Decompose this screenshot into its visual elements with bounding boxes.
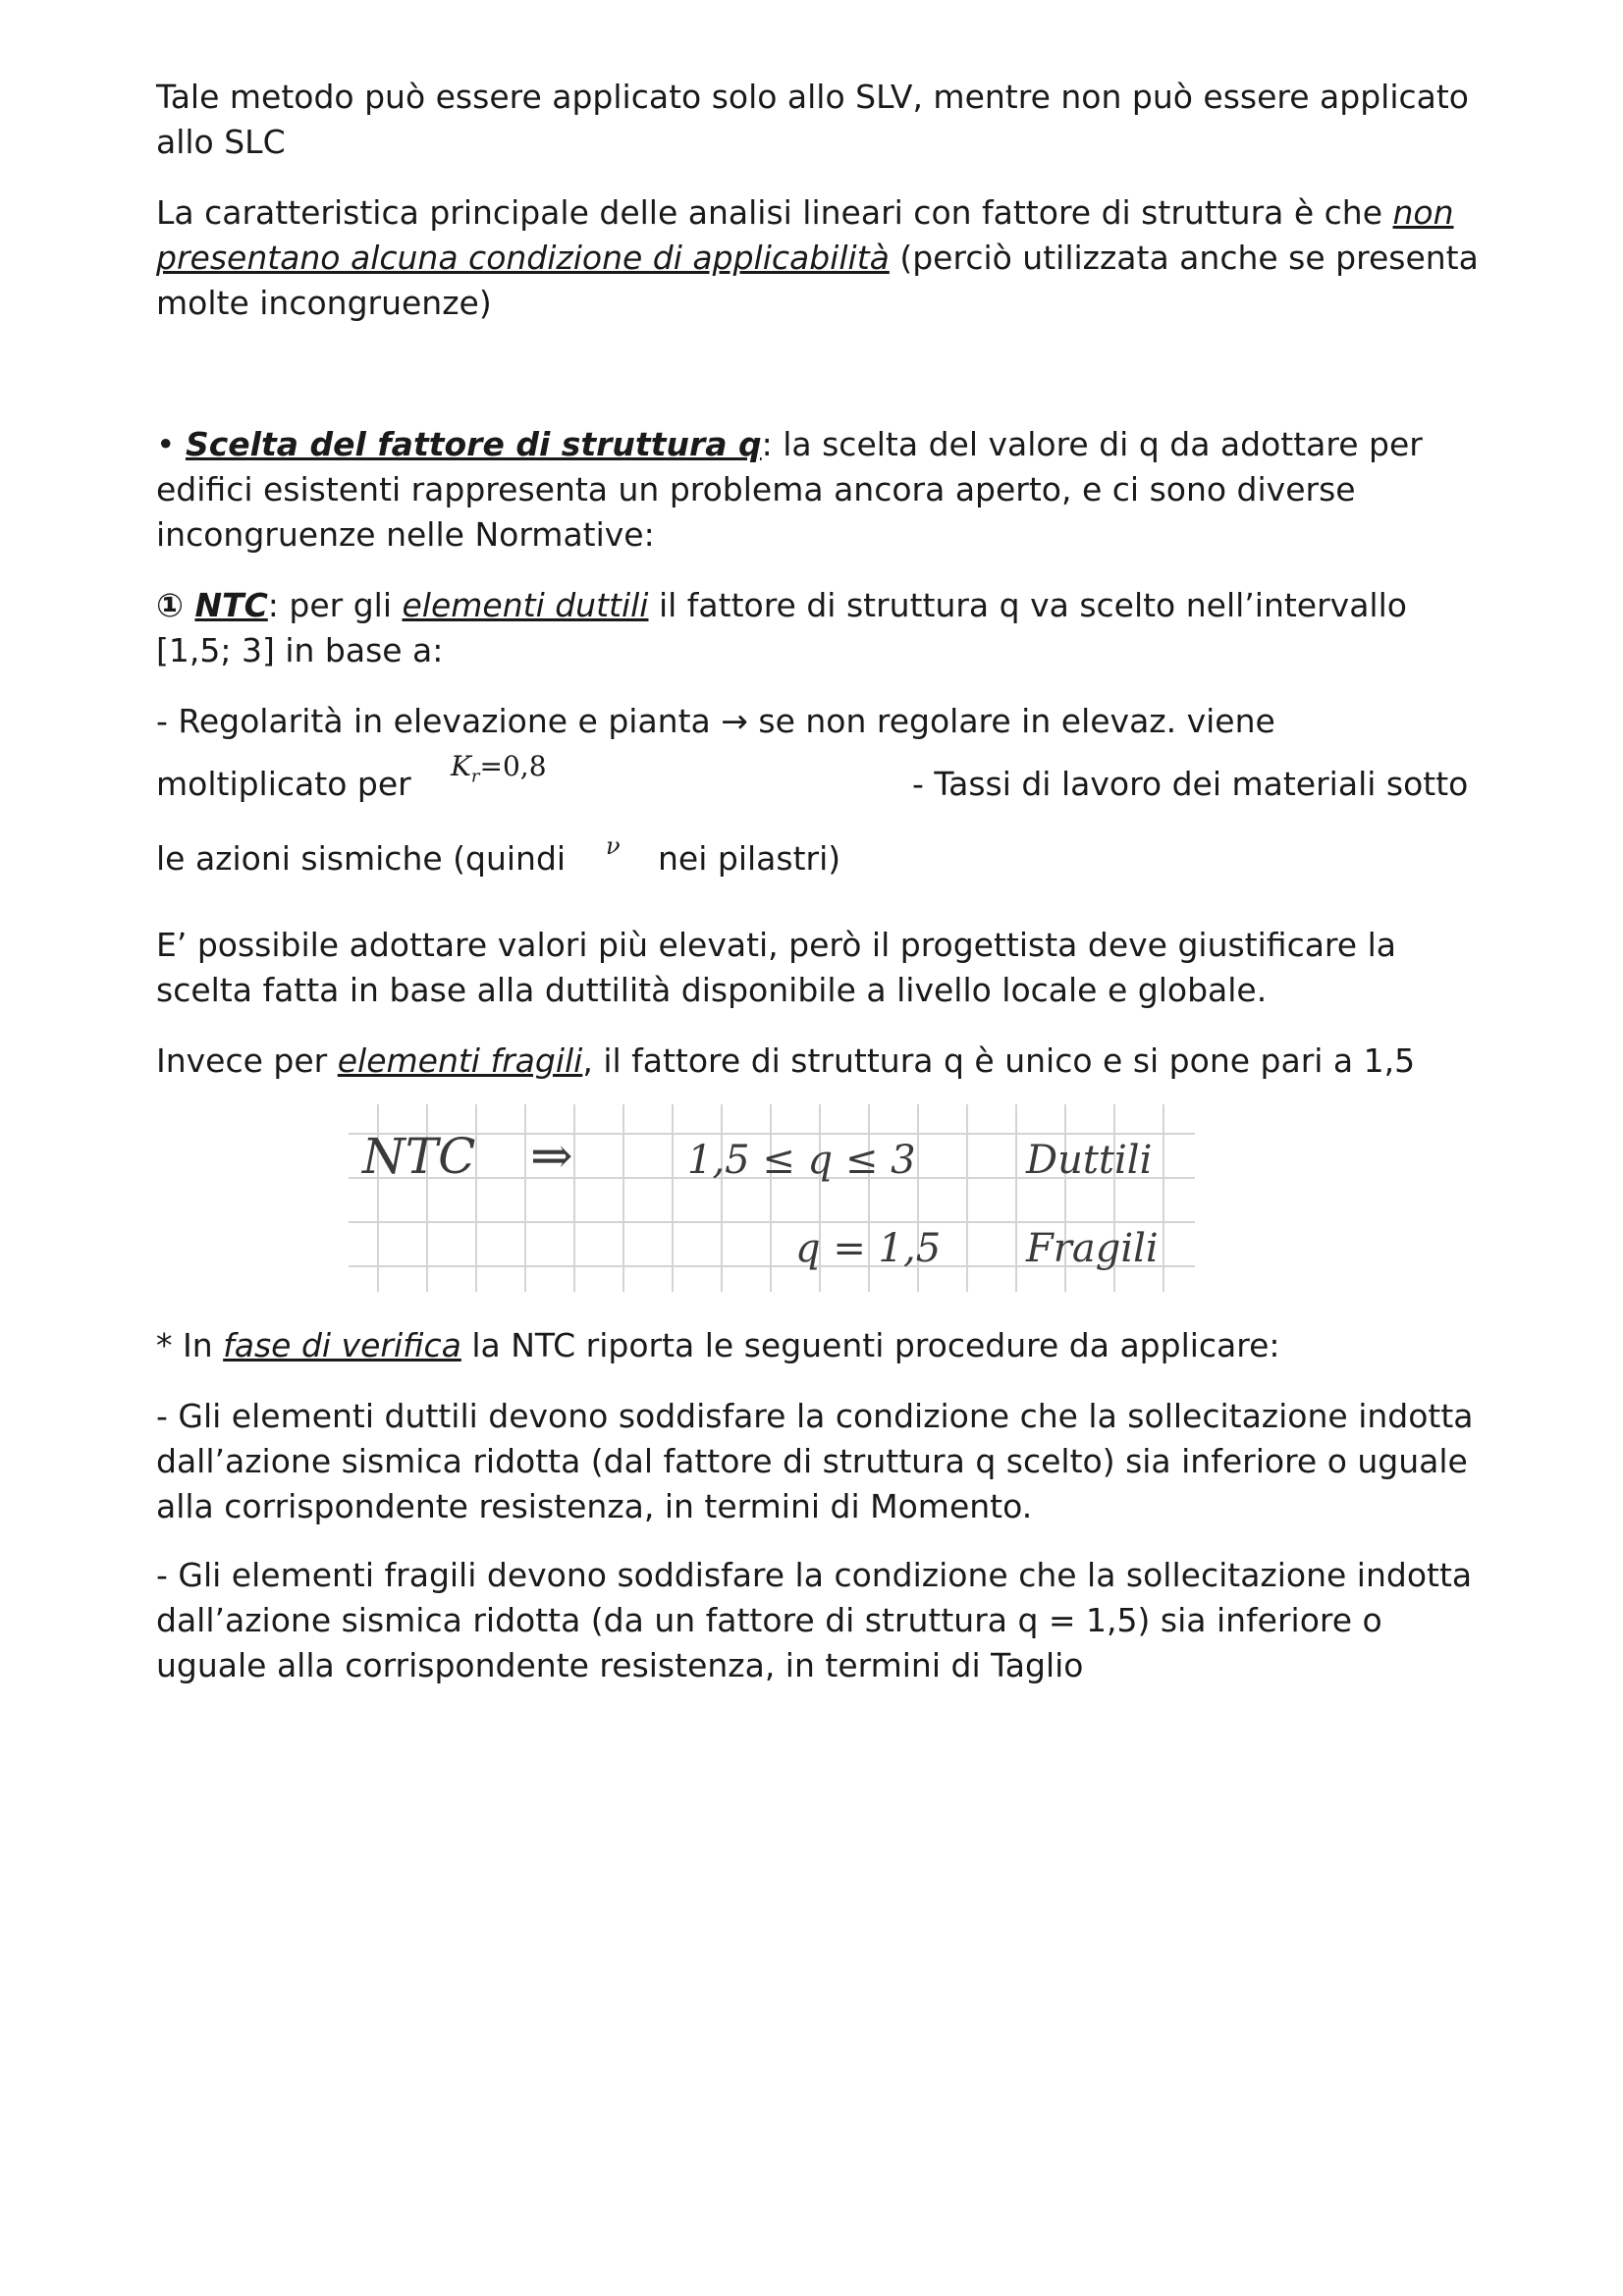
ntc-emphasis: elementi duttili bbox=[402, 586, 649, 624]
characteristic-emphasis: non presentano alcuna condizione di applicabilità bbox=[156, 193, 1454, 277]
fragili-text-b: , il fattore di struttura q è unico e si pone pari a 1,5 bbox=[582, 1041, 1416, 1080]
paragraph-ntc bbox=[156, 583, 1491, 673]
hw-fragili: Fragili bbox=[1026, 1226, 1159, 1271]
verifica-text-b: la NTC riporta le seguenti procedure da applicare: bbox=[460, 1326, 1280, 1364]
fragili-text-a: Invece per bbox=[156, 1041, 338, 1080]
formula-var: K bbox=[451, 750, 471, 782]
paragraph-characteristic bbox=[156, 190, 1491, 326]
list-tassi: - Tassi di lavoro dei materiali sotto bbox=[912, 765, 1469, 803]
ntc-text-b: il fattore di struttura q va scelto nell’intervallo [1,5; 3] in base a: bbox=[156, 586, 1407, 669]
formula-value: =0,8 bbox=[479, 750, 547, 782]
hw-range: 1,5 ≤ q ≤ 3 bbox=[687, 1138, 916, 1183]
hw-arrow: ⇒ bbox=[530, 1127, 573, 1186]
fragili-emphasis: elementi fragili bbox=[337, 1041, 583, 1080]
paragraph-fragili-taglio: - Gli elementi fragili devono soddisfare la condizione che la sollecitazione indotta dall’azione sismica ridotta (da un fattore di struttura q = 1,5) sia inferiore o uguale alla corrispondente resistenza, in termini di Taglio bbox=[156, 1556, 1473, 1684]
paragraph-possibile: E’ possibile adottare valori più elevati, però il progettista deve giustificare la scelta fatta in base alla duttilità disponibile a livello locale e globale. bbox=[156, 926, 1396, 1009]
characteristic-text-b: (perciò utilizzata anche se presenta molte incongruenze) bbox=[156, 239, 1479, 322]
list-pilastri: nei pilastri) bbox=[658, 839, 841, 878]
verifica-text-a: * In bbox=[156, 1326, 224, 1364]
bullet-marker: • bbox=[156, 425, 186, 463]
ntc-text-a: : per gli bbox=[267, 586, 403, 624]
paragraph-verifica bbox=[156, 1323, 1491, 1368]
ntc-label: NTC bbox=[194, 586, 268, 624]
section-title: Scelta del fattore di struttura q bbox=[185, 425, 762, 463]
list-regolarita: - Regolarità in elevazione e pianta → se non regolare in elevaz. viene bbox=[156, 702, 1275, 740]
section-scelta-q bbox=[156, 422, 1491, 558]
circled-number-one: ① bbox=[156, 586, 195, 624]
verifica-emphasis: fase di verifica bbox=[223, 1326, 461, 1364]
paragraph-method: Tale metodo può essere applicato solo allo SLV, mentre non può essere applicato allo SLC bbox=[156, 78, 1469, 161]
handwritten-note-image bbox=[349, 1104, 1195, 1292]
hw-ntc: NTC bbox=[362, 1128, 476, 1185]
section-text: : la scelta del valore di q da adottare per edifici esistenti rappresenta un problema ancora aperto, e ci sono diverse incongruenze nelle Normative: bbox=[156, 425, 1423, 554]
paragraph-fragili bbox=[156, 1039, 1491, 1084]
list-moltiplicato: moltiplicato per bbox=[156, 765, 411, 803]
characteristic-text-a: La caratteristica principale delle analisi lineari con fattore di struttura è che bbox=[156, 193, 1393, 232]
formula-kr bbox=[451, 750, 547, 787]
hw-duttili: Duttili bbox=[1026, 1138, 1153, 1183]
formula-sub: r bbox=[470, 766, 480, 787]
hw-q-fragili: q = 1,5 bbox=[795, 1226, 942, 1271]
list-azioni-sismiche: le azioni sismiche (quindi bbox=[156, 839, 567, 878]
nu-symbol: ν bbox=[606, 832, 621, 860]
paragraph-duttili-momento: - Gli elementi duttili devono soddisfare la condizione che la sollecitazione indotta dall’azione sismica ridotta (dal fattore di struttura q scelto) sia inferiore o uguale alla corrispondente resistenza, in termini di Momento. bbox=[156, 1397, 1474, 1525]
